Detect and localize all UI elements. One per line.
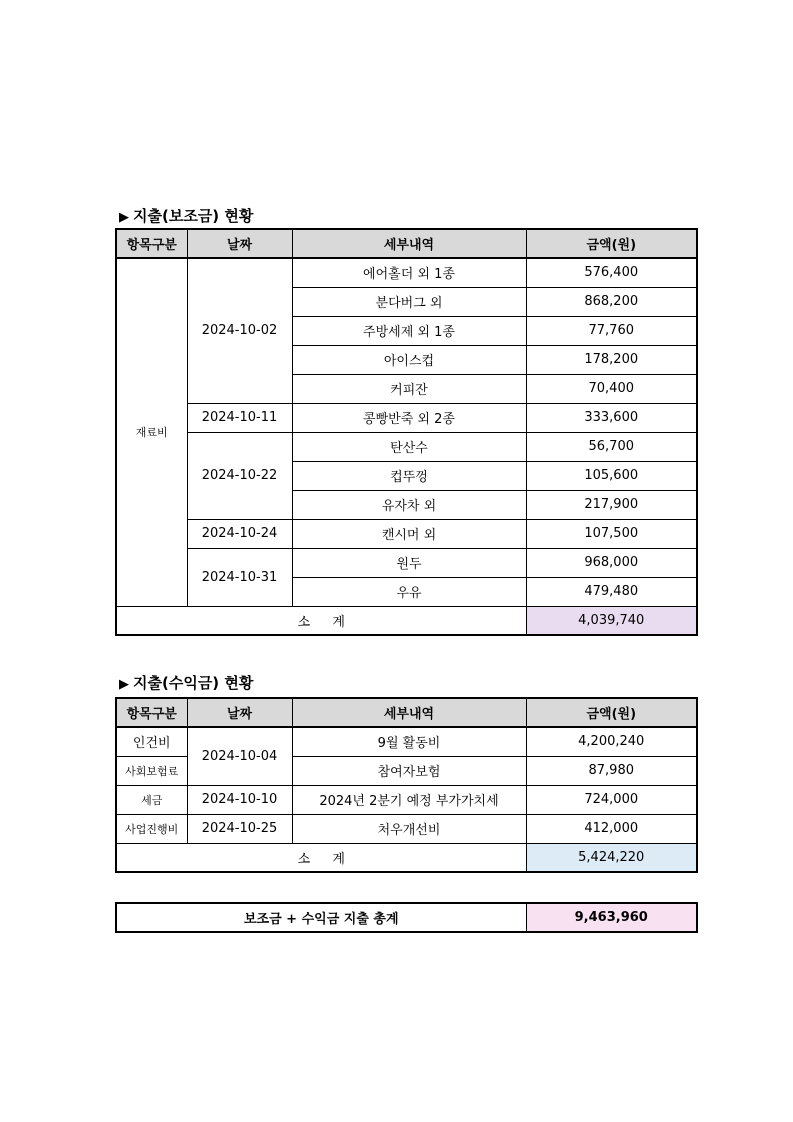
section2-title-text: 지출(수익금) 현황 — [133, 674, 254, 692]
detail-cell: 분다버그 외 — [292, 287, 526, 316]
amount-cell: 105,600 — [526, 461, 697, 490]
header-category: 항목구분 — [116, 698, 187, 727]
detail-cell: 에어홀더 외 1종 — [292, 258, 526, 287]
amount-cell: 576,400 — [526, 258, 697, 287]
table-row — [116, 814, 697, 843]
subtotal-label: 소 계 — [116, 843, 526, 872]
detail-cell: 2024년 2분기 예정 부가가치세 — [292, 785, 526, 814]
date-cell: 2024-10-10 — [187, 785, 292, 814]
detail-cell: 원두 — [292, 548, 526, 577]
header-detail: 세부내역 — [292, 229, 526, 258]
amount-cell: 56,700 — [526, 432, 697, 461]
date-cell: 2024-10-02 — [187, 258, 292, 403]
detail-cell: 주방세제 외 1종 — [292, 316, 526, 345]
amount-cell: 479,480 — [526, 577, 697, 606]
header-amount: 금액(원) — [526, 229, 697, 258]
subtotal-value: 4,039,740 — [526, 606, 697, 635]
revenue-expense-table — [115, 697, 698, 873]
grand-total-table — [115, 902, 698, 933]
table-row — [116, 519, 697, 548]
category-cell: 인건비 — [116, 727, 187, 756]
table-row — [116, 785, 697, 814]
detail-cell: 유자차 외 — [292, 490, 526, 519]
triangle-right-icon: ▶ — [119, 677, 129, 692]
subsidy-expense-table — [115, 228, 698, 636]
header-date: 날짜 — [187, 698, 292, 727]
subtotal-value: 5,424,220 — [526, 843, 697, 872]
detail-cell: 탄산수 — [292, 432, 526, 461]
section2-title — [119, 673, 253, 693]
detail-cell: 콩빵반죽 외 2종 — [292, 403, 526, 432]
date-cell: 2024-10-11 — [187, 403, 292, 432]
section1-title — [119, 206, 253, 226]
amount-cell: 412,000 — [526, 814, 697, 843]
section1-title-text: 지출(보조금) 현황 — [133, 207, 254, 225]
category-cell: 사회보험료 — [116, 756, 187, 785]
amount-cell: 107,500 — [526, 519, 697, 548]
amount-cell: 4,200,240 — [526, 727, 697, 756]
table-row — [116, 258, 697, 287]
header-date: 날짜 — [187, 229, 292, 258]
amount-cell: 77,760 — [526, 316, 697, 345]
date-cell: 2024-10-31 — [187, 548, 292, 606]
detail-cell: 처우개선비 — [292, 814, 526, 843]
grand-total-label: 보조금 + 수익금 지출 총계 — [116, 903, 526, 932]
table-row — [116, 432, 697, 461]
detail-cell: 우유 — [292, 577, 526, 606]
table-header-row — [116, 698, 697, 727]
date-cell: 2024-10-25 — [187, 814, 292, 843]
grand-total-value: 9,463,960 — [526, 903, 697, 932]
detail-cell: 캔시머 외 — [292, 519, 526, 548]
subtotal-label: 소 계 — [116, 606, 526, 635]
category-cell: 사업진행비 — [116, 814, 187, 843]
header-category: 항목구분 — [116, 229, 187, 258]
table-row — [116, 727, 697, 756]
date-cell: 2024-10-22 — [187, 432, 292, 519]
table-header-row — [116, 229, 697, 258]
date-cell: 2024-10-04 — [187, 727, 292, 785]
amount-cell: 70,400 — [526, 374, 697, 403]
header-detail: 세부내역 — [292, 698, 526, 727]
detail-cell: 아이스컵 — [292, 345, 526, 374]
amount-cell: 333,600 — [526, 403, 697, 432]
date-cell: 2024-10-24 — [187, 519, 292, 548]
amount-cell: 87,980 — [526, 756, 697, 785]
detail-cell: 컵뚜껑 — [292, 461, 526, 490]
detail-cell: 참여자보험 — [292, 756, 526, 785]
amount-cell: 178,200 — [526, 345, 697, 374]
detail-cell: 커피잔 — [292, 374, 526, 403]
table-row — [116, 403, 697, 432]
amount-cell: 868,200 — [526, 287, 697, 316]
category-cell: 재료비 — [116, 258, 187, 606]
header-amount: 금액(원) — [526, 698, 697, 727]
category-cell: 세금 — [116, 785, 187, 814]
amount-cell: 724,000 — [526, 785, 697, 814]
amount-cell: 968,000 — [526, 548, 697, 577]
amount-cell: 217,900 — [526, 490, 697, 519]
subtotal-row — [116, 606, 697, 635]
detail-cell: 9월 활동비 — [292, 727, 526, 756]
triangle-right-icon: ▶ — [119, 210, 129, 225]
table-row — [116, 548, 697, 577]
subtotal-row — [116, 843, 697, 872]
